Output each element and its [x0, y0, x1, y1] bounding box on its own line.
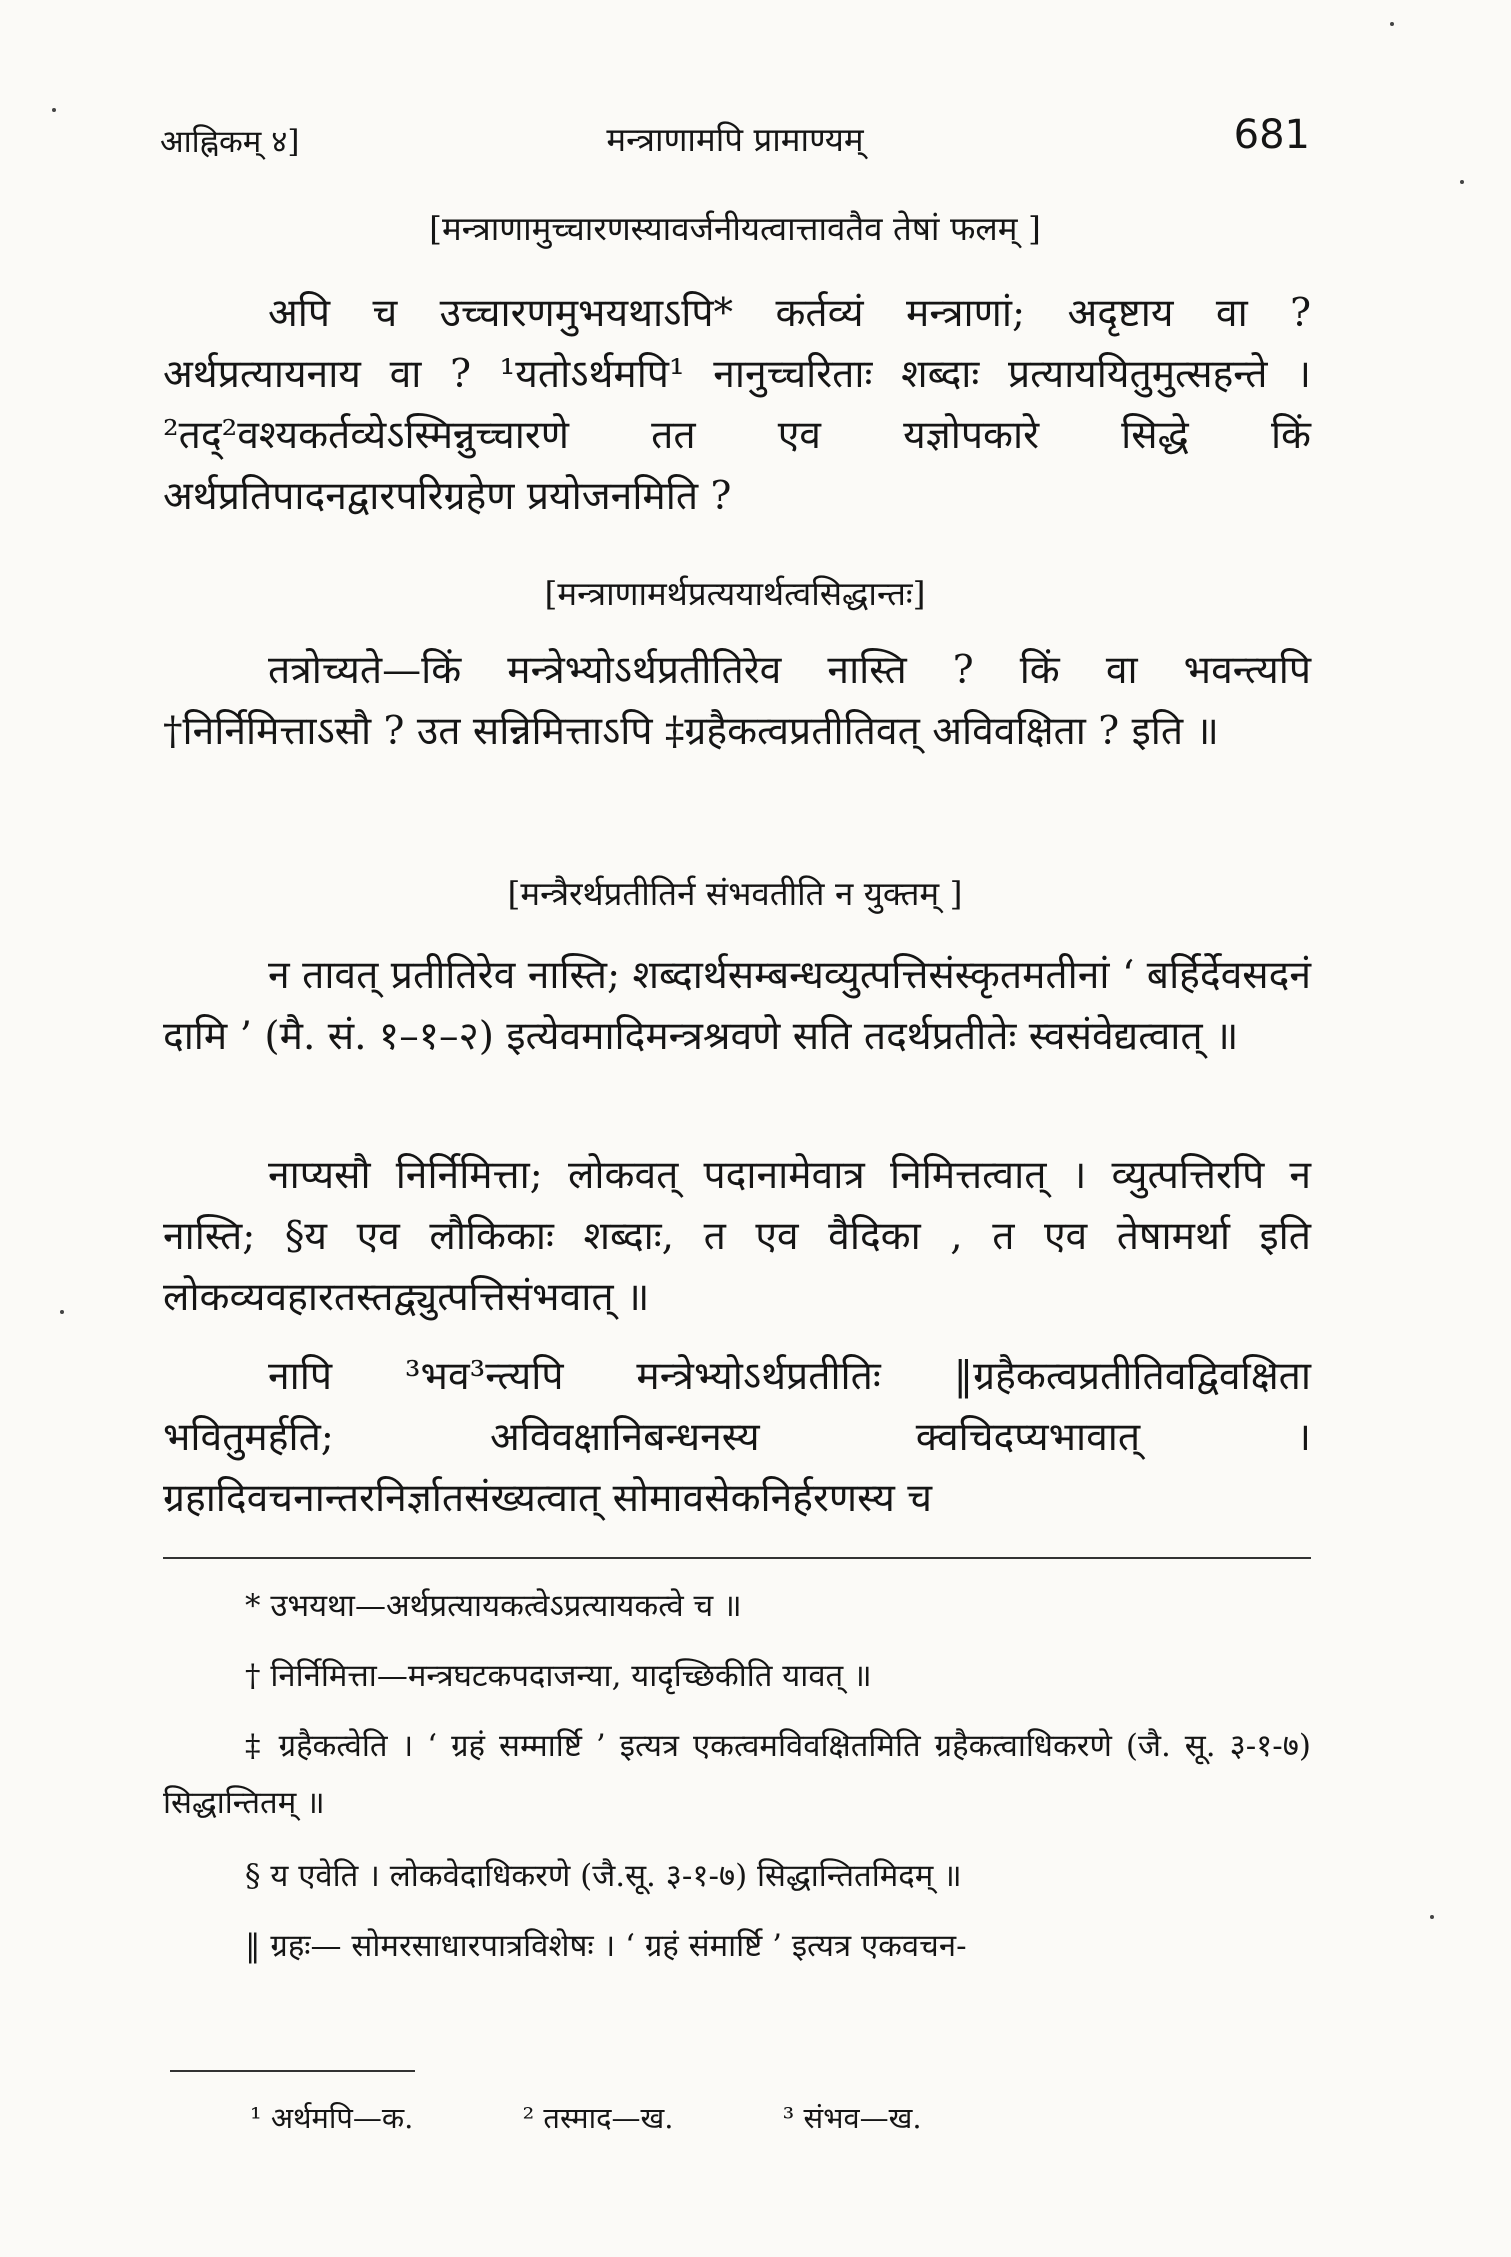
variant-notes-divider: [170, 2070, 415, 2072]
paragraph-5: नापि ³भव³न्त्यपि मन्त्रेभ्योऽर्थप्रतीतिः ‖ग्रहैकत्वप्रतीतिवद्विवक्षिता भवितुमर्हति; अविवक्षानिबन्धनस्य क्वचिदप्यभावात् । ग्रहादिवचनान्तरनिर्ज्ञातसंख्यत्वात् सोमावसेकनिर्हरणस्य च: [163, 1354, 1311, 1521]
footnote-1: * उभयथा—अर्थप्रत्यायकत्वेऽप्रत्यायकत्वे च ॥: [245, 1588, 742, 1624]
scan-speck: [1430, 1915, 1434, 1919]
scan-speck: [1390, 22, 1394, 26]
variant-note-2: ² तस्माद—ख.: [522, 2101, 674, 2135]
paragraph-2: तत्रोच्यते—किं मन्त्रेभ्योऽर्थप्रतीतिरेव नास्ति ? किं वा भवन्त्यपि †निर्निमित्ताऽसौ ? उत सन्निमित्ताऽपि ‡ग्रहैकत्वप्रतीतिवत् अविवक्षिता ? इति ॥: [163, 648, 1311, 754]
page-number: 681: [1233, 112, 1310, 158]
header-title: मन्त्राणामपि प्रामाण्यम्: [606, 120, 864, 159]
scan-speck: [60, 1310, 64, 1314]
footnote-3: ‡ ग्रहैकत्वेति । ‘ ग्रहं सम्मार्ष्टि ’ इत्यत्र एकत्वमविवक्षितमिति ग्रहैकत्वाधिकरणे (जै. सू. ३-१-७) सिद्धान्तितम् ॥: [163, 1728, 1311, 1821]
section-heading-3: [मन्त्रैरर्थप्रतीतिर्न संभवतीति न युक्तम् ]: [507, 874, 963, 913]
variant-readings: [250, 2098, 1022, 2137]
footnote-4: § य एवेति । लोकवेदाधिकरणे (जै.सू. ३-१-७) सिद्धान्तितमिदम् ॥: [245, 1858, 962, 1894]
footnote-2: † निर्निमित्ता—मन्त्रघटकपदाजन्या, यादृच्छिकीति यावत् ॥: [245, 1658, 872, 1694]
footnote-divider: [163, 1557, 1311, 1559]
section-heading-2: [मन्त्राणामर्थप्रत्ययार्थत्वसिद्धान्तः]: [544, 574, 926, 613]
footnote-5: ‖ ग्रहः— सोमरसाधारपात्रविशेषः । ‘ ग्रहं संमार्ष्टि ’ इत्यत्र एकवचन-: [245, 1928, 967, 1964]
header-section-label: आह्निकम् ४]: [160, 124, 300, 160]
paragraph-1: अपि च उच्चारणमुभयथाऽपि* कर्तव्यं मन्त्राणां; अदृष्टाय वा ? अर्थप्रत्यायनाय वा ? ¹यतोऽर्थमपि¹ नानुच्चरिताः शब्दाः प्रत्याययितुमुत्सहन्ते । ²तद्²वश्यकर्तव्येऽस्मिन्नुच्चारणे तत एव यज्ञोपकारे सिद्धे किं अर्थप्रतिपादनद्वारपरिग्रहेण प्रयोजनमिति ?: [163, 291, 1311, 519]
scan-speck: [1460, 180, 1464, 184]
running-header: [160, 112, 1310, 172]
variant-note-3: ³ संभव—ख.: [782, 2101, 922, 2135]
variant-note-1: ¹ अर्थमपि—क.: [250, 2101, 414, 2135]
paragraph-4: नाप्यसौ निर्निमित्ता; लोकवत् पदानामेवात्र निमित्तत्वात् । व्युत्पत्तिरपि न नास्ति; §य एव लौकिकाः शब्दाः, त एव वैदिका , त एव तेषामर्था इति लोकव्यवहारतस्तद्व्युत्पत्तिसंभवात् ॥: [163, 1153, 1311, 1320]
paragraph-3: न तावत् प्रतीतिरेव नास्ति; शब्दार्थसम्बन्धव्युत्पत्तिसंस्कृतमतीनां ‘ बर्हिर्देवसदनं दामि ’ (मै. सं. १–१–२) इत्येवमादिमन्त्रश्रवणे सति तदर्थप्रतीतेः स्वसंवेद्यत्वात् ॥: [163, 953, 1311, 1059]
scan-speck: [52, 108, 56, 112]
section-heading-1: [मन्त्राणामुच्चारणस्यावर्जनीयत्वात्तावतैव तेषां फलम् ]: [429, 209, 1041, 248]
